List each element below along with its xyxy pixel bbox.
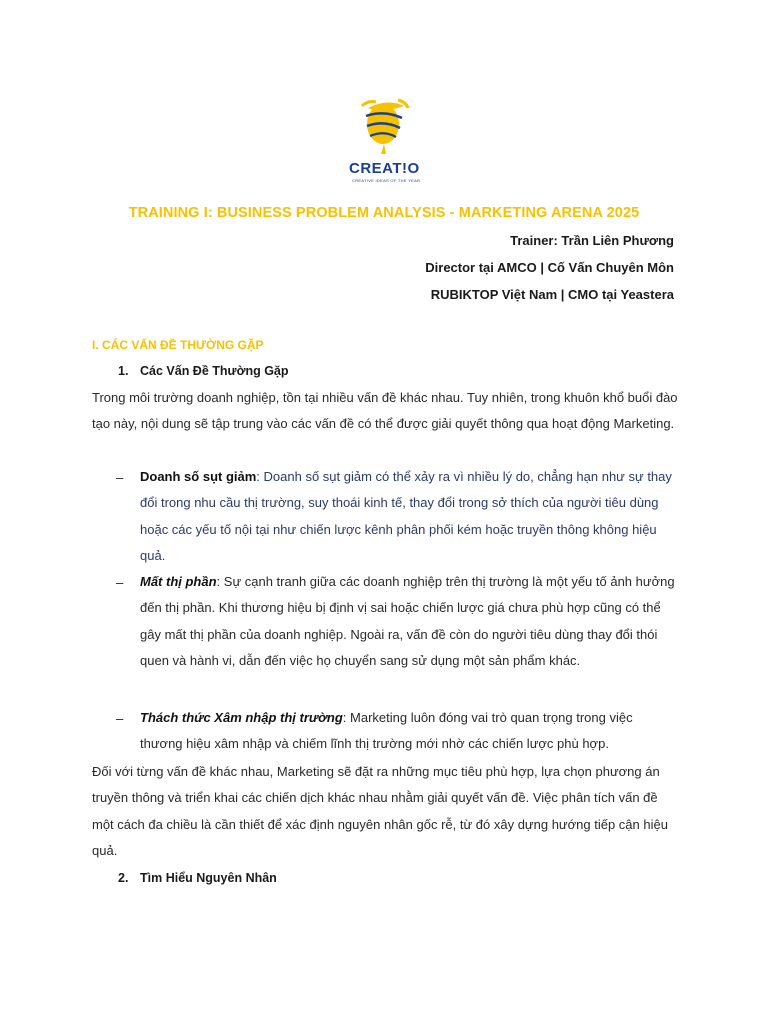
- subheading-1: [118, 364, 289, 378]
- bullet-text: : Sự cạnh tranh giữa các doanh nghiệp trên thị trường là một yếu tố ảnh hưởng đến thị phần. Khi thương hiệu bị định vị sai hoặc chiến lược giá chưa phù hợp cũng có thể gây mất thị phần của doanh nghiệp. Ngoài ra, vấn đề còn do người tiêu dùng thay đổi thói quen và hành vi, dẫn đến việc họ chuyển sang sử dụng một sản phẩm khác.: [140, 574, 675, 668]
- trainer-role-2: RUBIKTOP Việt Nam | CMO tại Yeastera: [430, 287, 674, 302]
- subheading-2: [118, 871, 277, 885]
- bullet-term: Doanh số sụt giảm: [140, 469, 257, 484]
- bullet-dash: –: [116, 575, 124, 590]
- logo-wordmark: CREAT!O: [349, 160, 420, 177]
- bullet-item-sales-decline: [140, 464, 678, 569]
- subheading-label: Các Vấn Đề Thường Gặp: [140, 364, 289, 378]
- subheading-label: Tìm Hiểu Nguyên Nhân: [140, 871, 277, 885]
- closing-paragraph: Đối với từng vấn đề khác nhau, Marketing sẽ đặt ra những mục tiêu phù hợp, lựa chọn phương án truyền thông và triển khai các chiến dịch khác nhau nhằm giải quyết vấn đề. Việc phân tích vấn đề một cách đa chiều là cần thiết để xác định nguyên nhân gốc rễ, từ đó xây dựng hướng tiếp cận hiệu quả.: [92, 764, 668, 858]
- bullet-dash: –: [116, 711, 124, 726]
- section-heading: I. CÁC VẤN ĐỀ THƯỜNG GẶP: [92, 338, 264, 352]
- bullet-text: : Marketing luôn đóng vai trò quan trọng trong việc thương hiệu xâm nhập và chiếm lĩnh thị trường mới nhờ các chiến lược phù hợp.: [140, 710, 633, 752]
- subheading-number: 1.: [118, 364, 129, 378]
- bullet-term: Mất thị phần: [140, 574, 217, 589]
- trainer-role-1: Director tại AMCO | Cố Vấn Chuyên Môn: [425, 260, 674, 275]
- bullet-term: Thách thức Xâm nhập thị trường: [140, 710, 343, 725]
- bullet-item-market-share-loss: [140, 569, 678, 674]
- trainer-name: Trainer: Trần Liên Phương: [510, 233, 674, 248]
- bullet-item-market-entry: [140, 705, 678, 758]
- subheading-number: 2.: [118, 871, 129, 885]
- document-title: TRAINING I: BUSINESS PROBLEM ANALYSIS - MARKETING ARENA 2025: [128, 205, 640, 221]
- bullet-dash: –: [116, 470, 124, 485]
- intro-paragraph: Trong môi trường doanh nghiệp, tồn tại nhiều vấn đề khác nhau. Tuy nhiên, trong khuôn khổ buổi đào tạo này, nội dung sẽ tập trung vào các vấn đề có thể được giải quyết thông qua hoạt động Marketing.: [92, 390, 678, 432]
- logo-tagline: CREATIVE IDEAS OF THE YEAR: [352, 178, 421, 183]
- bullet-text: : Doanh số sụt giảm có thể xảy ra vì nhiều lý do, chẳng hạn như sự thay đổi trong nhu cầu thị trường, suy thoái kinh tế, thay đổi trong sở thích của người tiêu dùng hoặc các yếu tố nội tại như chiến lược kênh phân phối kém hoặc truyền thông không hiệu quả.: [140, 469, 672, 563]
